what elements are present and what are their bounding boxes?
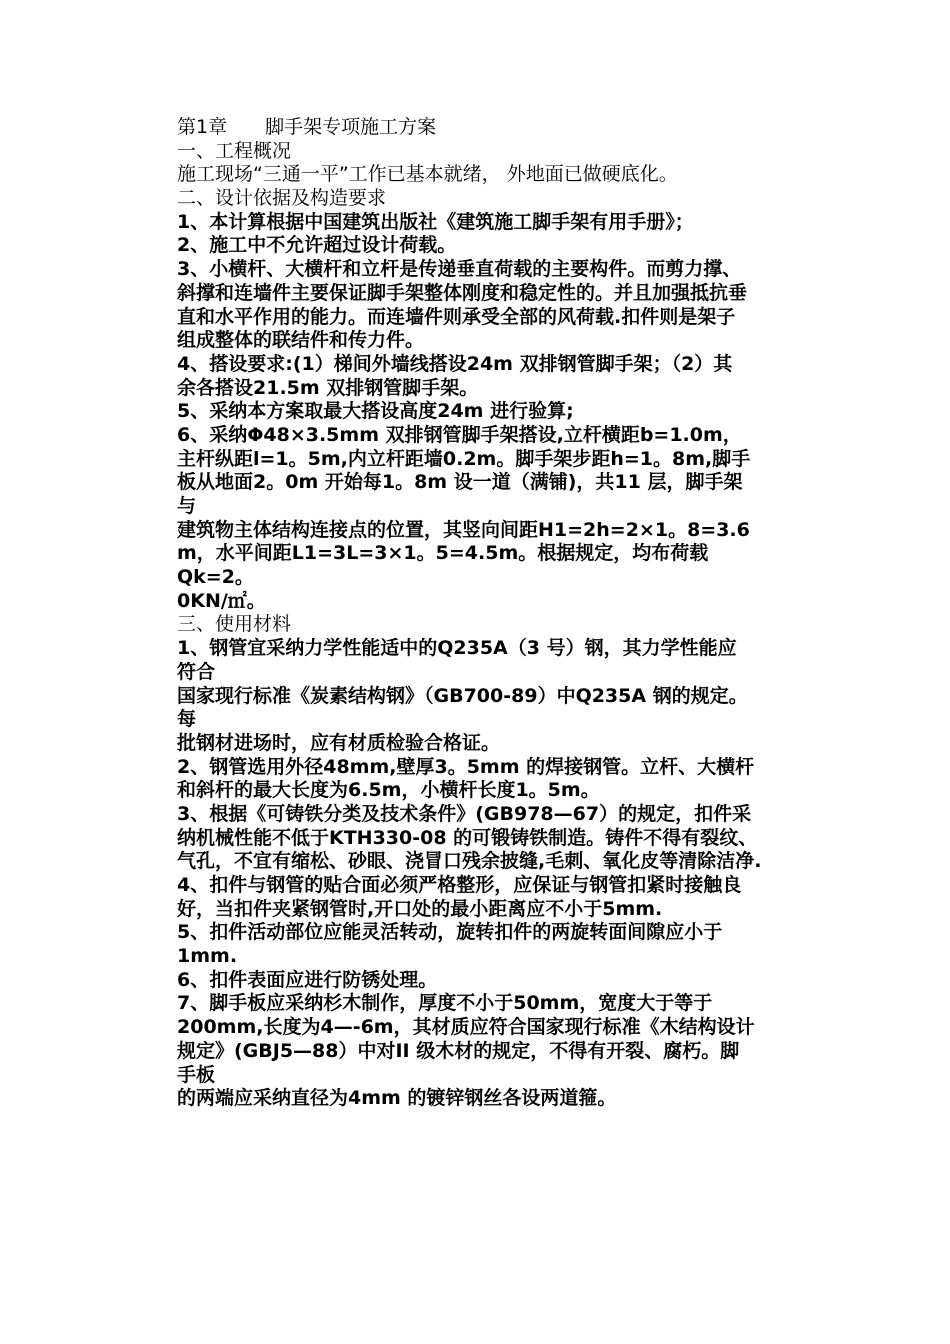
text-line: 4、扣件与钢管的贴合面必须严格整形，应保证与钢管扣紧时接触良 [177, 874, 742, 896]
text-line: 符合 [177, 660, 216, 683]
text-line: Qk=2。 [177, 566, 254, 589]
text-line: m，水平间距L1=3L=3×1。5=4.5m。根据规定，均布荷载 [177, 542, 709, 565]
text-line: 气孔，不宜有缩松、砂眼、浇冒口残余披缝,毛刺、氧化皮等清除洁净. [177, 850, 762, 873]
section-heading-overview: 一、工程概况 [177, 139, 292, 162]
section-heading-materials: 三、使用材料 [177, 613, 292, 636]
text-line: 2、施工中不允许超过设计荷载。 [177, 234, 457, 257]
text-line: 纳机械性能不低于KTH330-08 的可锻铸铁制造。铸件不得有裂纹、 [177, 826, 758, 849]
text-line: 0KN/㎡。 [177, 589, 266, 612]
text-line: 6、采纳Φ48×3.5mm 双排钢管脚手架搭设,立杆横距b=1.0m， [177, 423, 742, 446]
text-line: 200mm,长度为4—-6m，其材质应符合国家现行标准《木结构设计 [177, 1016, 755, 1039]
text-line: 板从地面2。0m 开始每1。8m 设一道（满铺)，共11 层，脚手架 [177, 471, 743, 494]
text-line: 和斜杆的最大长度为6.5m，小横杆长度1。5m。 [177, 779, 600, 802]
text-line: 7、脚手板应采纳杉木制作，厚度不小于50mm，宽度大于等于 [177, 992, 713, 1015]
text-line: 5、采纳本方案取最大搭设高度24m 进行验算; [177, 400, 574, 423]
text-line: 与 [177, 495, 197, 517]
text-line: 建筑物主体结构连接点的位置，其竖向间距H1=2h=2×1。8=3.6 [177, 518, 750, 541]
text-line: 3、小横杆、大横杆和立杆是传递垂直荷载的主要构件。而剪力撑、 [177, 258, 742, 281]
overview-text: 施工现场“三通一平”工作已基本就绪， 外地面已做硬底化。 [177, 163, 678, 186]
text-line: 6、扣件表面应进行防锈处理。 [177, 968, 438, 991]
document-page [177, 116, 867, 1111]
text-line: 4、搭设要求:(1）梯间外墙线搭设24m 双排钢管脚手架；（2）其 [177, 352, 733, 375]
section-heading-design-basis: 二、设计依据及构造要求 [177, 187, 387, 210]
text-line: 组成整体的联结件和传力件。 [177, 329, 425, 352]
text-line: 批钢材进场时，应有材质检验合格证。 [177, 731, 501, 754]
text-line: 规定》(GBJ5—88）中对II 级木材的规定，不得有开裂、腐朽。脚 [177, 1039, 740, 1062]
text-line: 手板 [177, 1063, 216, 1086]
text-line: 直和水平作用的能力。而连墙件则承受全部的风荷载.扣件则是架子 [177, 305, 736, 328]
text-line: 1mm. [177, 945, 238, 968]
text-line: 每 [177, 708, 197, 731]
text-line: 余各搭设21.5m 双排钢管脚手架。 [177, 376, 479, 399]
text-line: 国家现行标准《炭素结构钢》（GB700-89）中Q235A 钢的规定。 [177, 684, 748, 707]
text-line: 主杆纵距l=1。5m,内立杆距墙0.2m。脚手架步距h=1。8m,脚手 [177, 447, 751, 470]
text-line: 1、钢管宜采纳力学性能适中的Q235A（3 号）钢，其力学性能应 [177, 637, 737, 660]
text-line: 5、扣件活动部位应能灵活转动，旋转扣件的两旋转面间隙应小于 [177, 921, 723, 944]
chapter-title: 第1章 脚手架专项施工方案 [177, 116, 437, 138]
text-line: 3、根据《可铸铁分类及技术条件》(GB978—67）的规定，扣件采 [177, 802, 752, 825]
text-line: 1、本计算根据中国建筑出版社《建筑施工脚手架有用手册》； [177, 210, 694, 233]
text-line: 的两端应采纳直径为4mm 的镀锌钢丝各设两道箍。 [177, 1087, 617, 1110]
text-line: 好，当扣件夹紧钢管时,开口处的最小距离应不小于5mm. [177, 897, 663, 920]
text-line: 2、钢管选用外径48mm,壁厚3。5mm 的焊接钢管。立杆、大横杆 [177, 755, 755, 778]
text-line: 斜撑和连墙件主要保证脚手架整体刚度和稳定性的。并且加强抵抗垂 [177, 281, 748, 304]
